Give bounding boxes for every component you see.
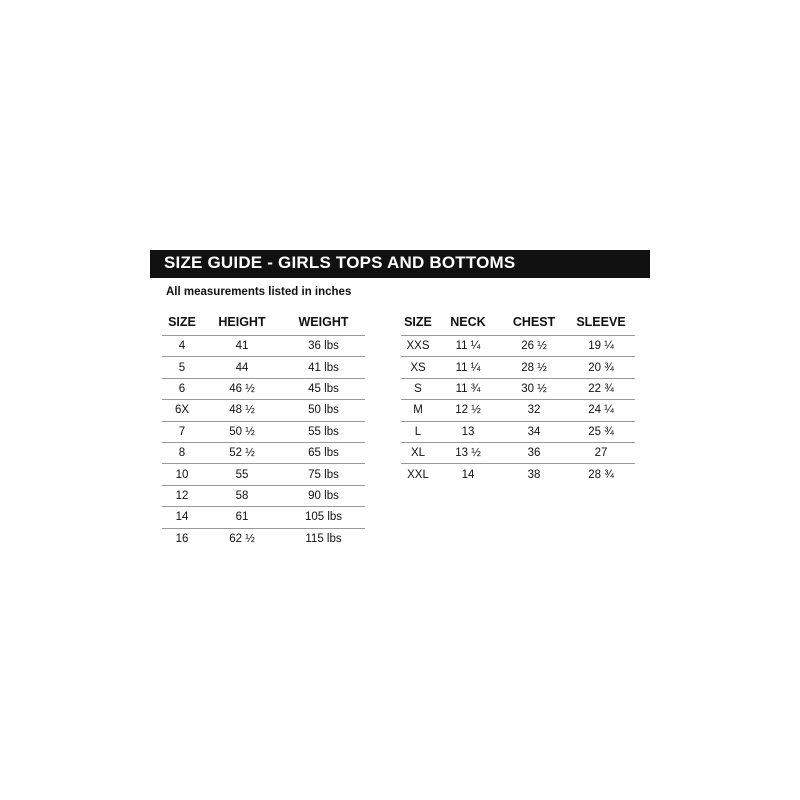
table-row	[162, 528, 365, 549]
cell-size: 8	[162, 442, 202, 463]
cell-weight: 41 lbs	[282, 357, 365, 378]
cell-height: 48 ½	[202, 400, 282, 421]
cell-neck: 11 ¼	[435, 357, 501, 378]
cell-height: 46 ½	[202, 378, 282, 399]
cell-weight: 36 lbs	[282, 336, 365, 357]
cell-weight: 65 lbs	[282, 442, 365, 463]
column-header-size: SIZE	[401, 309, 435, 336]
cell-size: 10	[162, 464, 202, 485]
cell-size: S	[401, 378, 435, 399]
cell-weight: 115 lbs	[305, 532, 342, 545]
cell-size: 6	[162, 378, 202, 399]
cell-height: 62 ½	[229, 532, 255, 545]
cell-weight: 75 lbs	[282, 464, 365, 485]
column-header-weight: WEIGHT	[282, 309, 365, 336]
cell-chest: 36	[501, 442, 567, 463]
table-header-row	[401, 309, 635, 336]
cell-weight: 55 lbs	[282, 421, 365, 442]
table-row	[162, 400, 365, 421]
cell-neck: 14	[461, 468, 475, 481]
cell-height: 55	[202, 464, 282, 485]
cell-weight: 105 lbs	[282, 507, 365, 528]
cell-neck: 13 ½	[435, 442, 501, 463]
height-weight-table	[162, 309, 365, 549]
table-row	[162, 507, 365, 528]
cell-size: XS	[401, 357, 435, 378]
cell-height: 58	[202, 485, 282, 506]
column-header-height: HEIGHT	[202, 309, 282, 336]
cell-size: XXS	[401, 336, 435, 357]
table-row	[401, 421, 635, 442]
column-header-size: SIZE	[162, 309, 202, 336]
cell-chest: 38	[527, 468, 541, 481]
cell-size: 12	[162, 485, 202, 506]
cell-sleeve: 25 ¾	[567, 421, 635, 442]
table-row	[401, 400, 635, 421]
table-row	[162, 357, 365, 378]
cell-chest: 28 ½	[501, 357, 567, 378]
table-row	[401, 378, 635, 399]
cell-height: 44	[202, 357, 282, 378]
page-title: SIZE GUIDE - GIRLS TOPS AND BOTTOMS	[164, 253, 516, 272]
cell-size: M	[401, 400, 435, 421]
column-header-sleeve: SLEEVE	[567, 309, 635, 336]
cell-height: 52 ½	[202, 442, 282, 463]
cell-size: 16	[175, 532, 189, 545]
cell-size: XXL	[407, 468, 429, 481]
title-banner	[150, 250, 650, 278]
table-row	[162, 464, 365, 485]
cell-neck: 11 ¾	[435, 378, 501, 399]
cell-weight: 90 lbs	[282, 485, 365, 506]
neck-chest-sleeve-table	[401, 309, 635, 485]
table-row	[162, 336, 365, 357]
table-row	[162, 378, 365, 399]
measurement-note: All measurements listed in inches	[166, 286, 352, 298]
cell-weight: 45 lbs	[282, 378, 365, 399]
table-row	[401, 357, 635, 378]
cell-sleeve: 24 ¼	[567, 400, 635, 421]
cell-neck: 12 ½	[435, 400, 501, 421]
cell-size: L	[401, 421, 435, 442]
cell-chest: 30 ½	[501, 378, 567, 399]
cell-sleeve: 22 ¾	[567, 378, 635, 399]
table-row	[401, 442, 635, 463]
cell-neck: 11 ¼	[435, 336, 501, 357]
cell-chest: 26 ½	[501, 336, 567, 357]
cell-height: 61	[202, 507, 282, 528]
cell-size: 7	[162, 421, 202, 442]
table-row	[162, 485, 365, 506]
cell-height: 50 ½	[202, 421, 282, 442]
cell-sleeve: 27	[567, 442, 635, 463]
column-header-neck: NECK	[435, 309, 501, 336]
cell-neck: 13	[435, 421, 501, 442]
cell-size: 5	[162, 357, 202, 378]
cell-weight: 50 lbs	[282, 400, 365, 421]
cell-chest: 32	[501, 400, 567, 421]
table-header-row	[162, 309, 365, 336]
cell-size: 14	[162, 507, 202, 528]
table-row	[401, 336, 635, 357]
column-header-chest: CHEST	[501, 309, 567, 336]
cell-height: 41	[202, 336, 282, 357]
table-row	[162, 421, 365, 442]
cell-sleeve: 28 ¾	[588, 468, 614, 481]
cell-size: 4	[162, 336, 202, 357]
table-row	[162, 442, 365, 463]
cell-size: XL	[401, 442, 435, 463]
table-row	[401, 464, 635, 485]
cell-sleeve: 19 ¼	[567, 336, 635, 357]
cell-chest: 34	[501, 421, 567, 442]
cell-size: 6X	[162, 400, 202, 421]
cell-sleeve: 20 ¾	[567, 357, 635, 378]
